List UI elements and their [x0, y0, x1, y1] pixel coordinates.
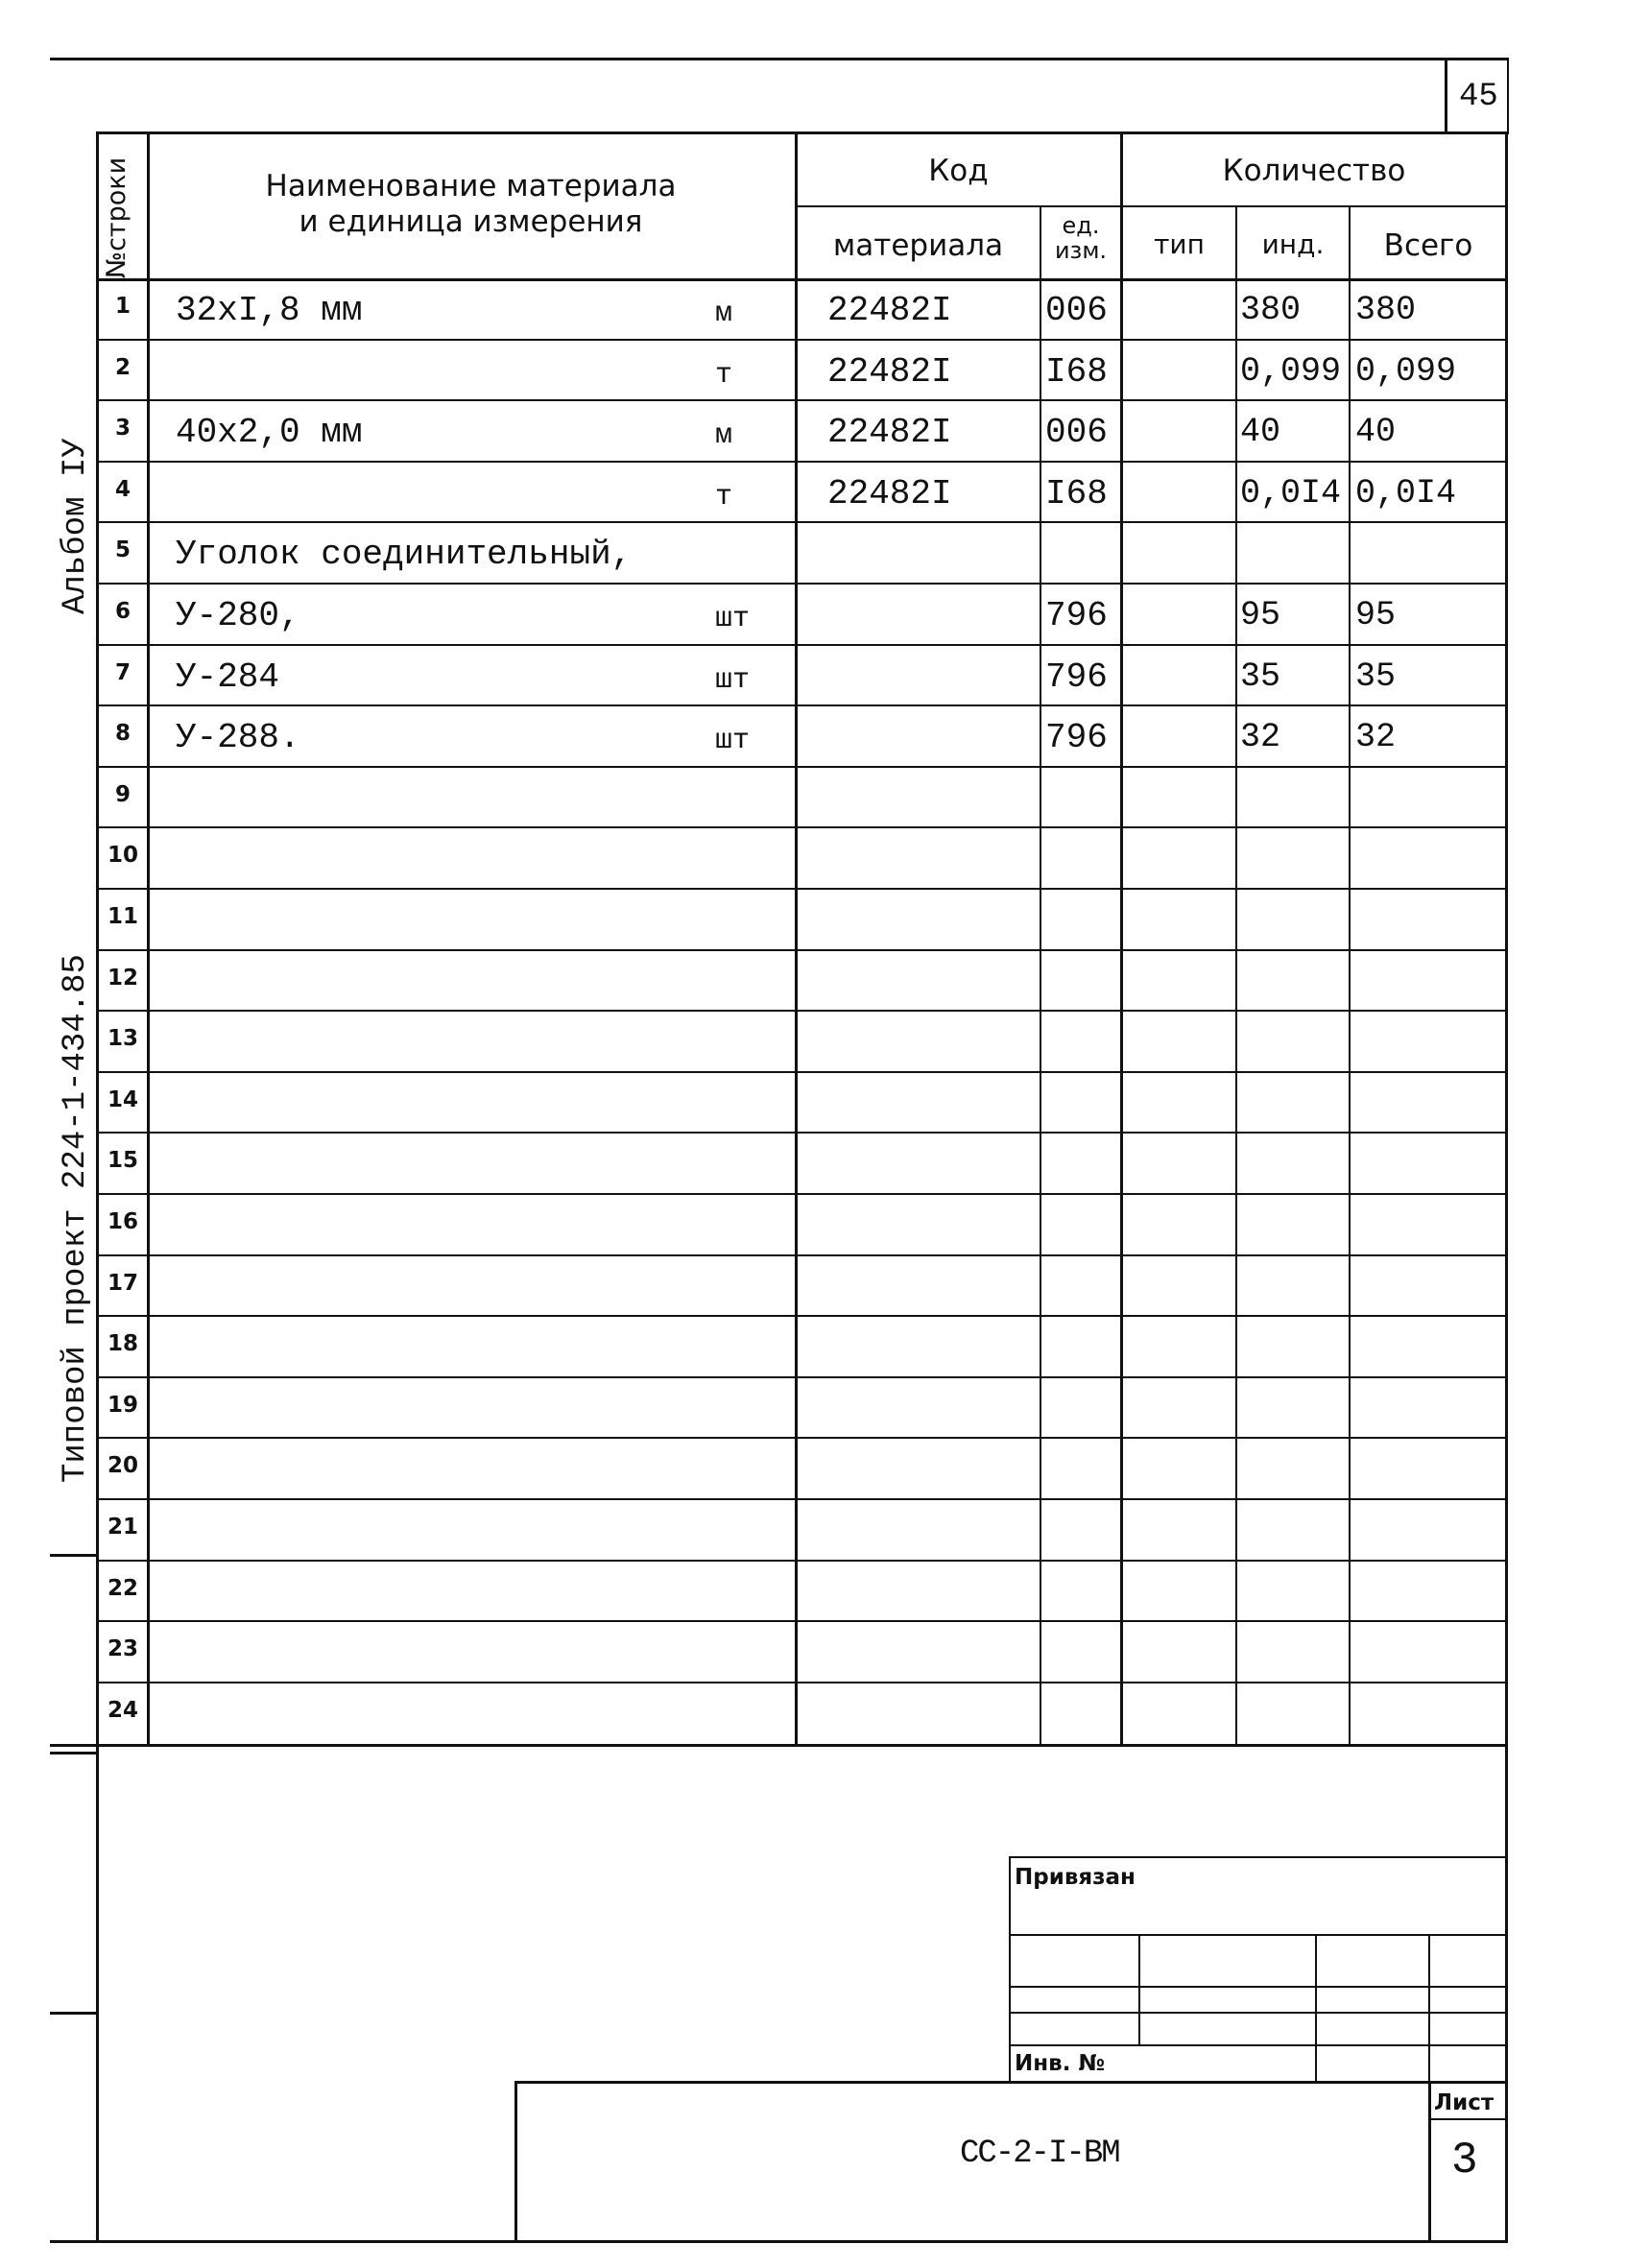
row-number: 20	[107, 1453, 138, 1479]
cell-unit: м	[715, 298, 733, 330]
document-code: СС-2-I-ВМ	[960, 2136, 1119, 2172]
cell-name: Уголок соединительный,	[176, 535, 633, 575]
row-number: 24	[107, 1697, 138, 1723]
cell-ucode: 796	[1045, 718, 1108, 758]
row-number: 6	[114, 599, 131, 624]
row-separator	[96, 1071, 1507, 1073]
col-line-name	[795, 131, 798, 1746]
row-number: 15	[107, 1148, 138, 1174]
row-separator	[96, 1560, 1507, 1562]
margin-tick	[50, 1752, 98, 1755]
header-row-no: №строки	[102, 156, 132, 278]
cell-unit: т	[715, 480, 733, 513]
stamp-col-line	[1138, 1934, 1140, 2044]
cell-total: 0,099	[1355, 351, 1457, 391]
cell-unit: шт	[715, 725, 751, 758]
header-quantity: Количество	[1222, 154, 1406, 188]
sheet-label: Лист	[1434, 2090, 1494, 2115]
cell-total: 0,0I4	[1355, 473, 1457, 513]
cell-ind: 95	[1240, 596, 1281, 634]
row-separator	[96, 1498, 1507, 1500]
row-number: 5	[114, 537, 131, 563]
title-block-sheet-line	[1428, 2081, 1431, 2242]
stamp-col-line	[1315, 1934, 1317, 2083]
col-line-code	[1120, 131, 1123, 1746]
cell-ind: 0,0I4	[1240, 473, 1342, 513]
cell-name: У-284	[176, 657, 280, 697]
header-code: Код	[928, 154, 989, 188]
cell-ind: 0,099	[1240, 351, 1342, 391]
cell-mat: 22482I	[827, 473, 952, 513]
stamp-line	[1009, 2012, 1506, 2014]
stamp-line	[1009, 1934, 1506, 1936]
row-separator	[96, 949, 1507, 951]
cell-name: 40x2,0 мм	[176, 413, 363, 453]
row-separator	[96, 1193, 1507, 1195]
cell-ucode: 006	[1045, 413, 1108, 453]
stamp-attached-label: Привязан	[1015, 1865, 1136, 1890]
frame-right-line	[1505, 131, 1508, 2243]
row-separator	[96, 888, 1507, 890]
stamp-line	[1009, 1986, 1506, 1988]
row-number: 2	[114, 354, 131, 380]
cell-name: У-280,	[176, 596, 300, 635]
row-number: 12	[107, 965, 138, 991]
page-number: 45	[1459, 79, 1498, 115]
row-number: 4	[114, 476, 131, 502]
col-line-type	[1235, 206, 1237, 1746]
cell-ind: 35	[1240, 657, 1281, 696]
cell-name: У-288.	[176, 718, 300, 758]
project-label: Типовой проект 224-1-434.85	[58, 954, 94, 1483]
stamp-col-line	[1428, 1934, 1430, 2083]
cell-total: 35	[1355, 657, 1397, 696]
row-number: 17	[107, 1270, 138, 1296]
header-name: Наименование материала и единица измерения	[265, 169, 677, 240]
row-separator	[96, 826, 1507, 828]
header-qty-ind: инд.	[1261, 228, 1325, 260]
cell-unit: т	[715, 358, 733, 392]
col-line-rownum	[147, 131, 150, 1746]
bottom-border	[50, 2240, 1508, 2243]
cell-total: 32	[1355, 718, 1397, 757]
row-number: 1	[114, 294, 131, 319]
row-number: 19	[107, 1392, 138, 1418]
cell-unit: м	[715, 419, 733, 453]
row-separator	[96, 399, 1507, 401]
frame-left-line	[96, 131, 99, 2243]
row-separator	[96, 1682, 1507, 1683]
row-separator	[96, 1437, 1507, 1439]
cell-unit: шт	[715, 603, 751, 635]
row-number: 22	[107, 1575, 138, 1601]
title-block-left	[514, 2081, 517, 2242]
row-number: 9	[114, 781, 131, 807]
margin-tick	[50, 1554, 98, 1557]
row-number: 7	[114, 659, 131, 685]
header-qty-total: Всего	[1383, 228, 1473, 263]
table-bottom-line	[50, 1744, 1508, 1747]
row-separator	[96, 461, 1507, 463]
cell-total: 380	[1355, 291, 1417, 329]
row-separator	[96, 704, 1507, 706]
top-border	[50, 58, 1509, 60]
row-separator	[96, 583, 1507, 585]
cell-mat: 22482I	[827, 413, 952, 453]
row-separator	[96, 521, 1507, 523]
top-border-right-tick	[1507, 60, 1509, 134]
cell-ucode: 796	[1045, 596, 1108, 635]
stamp-line	[1009, 2044, 1506, 2046]
header-bottom-line	[96, 278, 1507, 281]
cell-mat: 22482I	[827, 351, 952, 392]
row-number: 13	[107, 1026, 138, 1052]
sheet-label-line	[1428, 2118, 1507, 2120]
row-separator	[96, 644, 1507, 646]
cell-unit: шт	[715, 663, 751, 697]
stamp-top-line	[1009, 1856, 1506, 1858]
row-separator	[96, 1010, 1507, 1012]
cell-ind: 40	[1240, 413, 1281, 452]
cell-total: 40	[1355, 413, 1397, 452]
row-number: 23	[107, 1636, 138, 1662]
cell-ucode: I68	[1045, 473, 1108, 513]
album-label: Альбом IУ	[58, 438, 94, 614]
header-code-unit: ед. изм.	[1054, 212, 1108, 265]
cell-ucode: 006	[1045, 291, 1108, 330]
header-sub-line	[795, 205, 1507, 207]
stamp-inv-label: Инв. №	[1015, 2051, 1106, 2076]
row-separator	[96, 339, 1507, 341]
row-number: 14	[107, 1086, 138, 1112]
cell-name: 32xI,8 мм	[176, 291, 363, 330]
margin-tick	[50, 2012, 98, 2015]
col-line-ind	[1349, 206, 1351, 1746]
header-code-material: материала	[832, 228, 1004, 263]
row-number: 21	[107, 1515, 138, 1540]
row-separator	[96, 1254, 1507, 1256]
row-number: 10	[107, 843, 138, 869]
col-line-material	[1040, 206, 1041, 1746]
cell-total: 95	[1355, 596, 1397, 634]
cell-mat: 22482I	[827, 291, 952, 330]
cell-ucode: 796	[1045, 657, 1108, 697]
table-top-border	[96, 131, 1509, 134]
sheet-number: 3	[1451, 2136, 1478, 2185]
cell-ind: 380	[1240, 291, 1302, 329]
row-separator	[96, 766, 1507, 768]
row-separator	[96, 1315, 1507, 1317]
title-block-top	[514, 2081, 1507, 2084]
row-separator	[96, 1132, 1507, 1134]
stamp-left-line	[1009, 1856, 1011, 2083]
row-separator	[96, 1620, 1507, 1622]
cell-ind: 32	[1240, 718, 1281, 757]
row-number: 11	[107, 904, 138, 929]
row-number: 16	[107, 1209, 138, 1234]
header-qty-type: тип	[1154, 228, 1205, 260]
row-number: 8	[114, 721, 131, 747]
row-number: 3	[114, 416, 131, 442]
cell-ucode: I68	[1045, 351, 1108, 392]
row-number: 18	[107, 1331, 138, 1357]
row-separator	[96, 1376, 1507, 1378]
